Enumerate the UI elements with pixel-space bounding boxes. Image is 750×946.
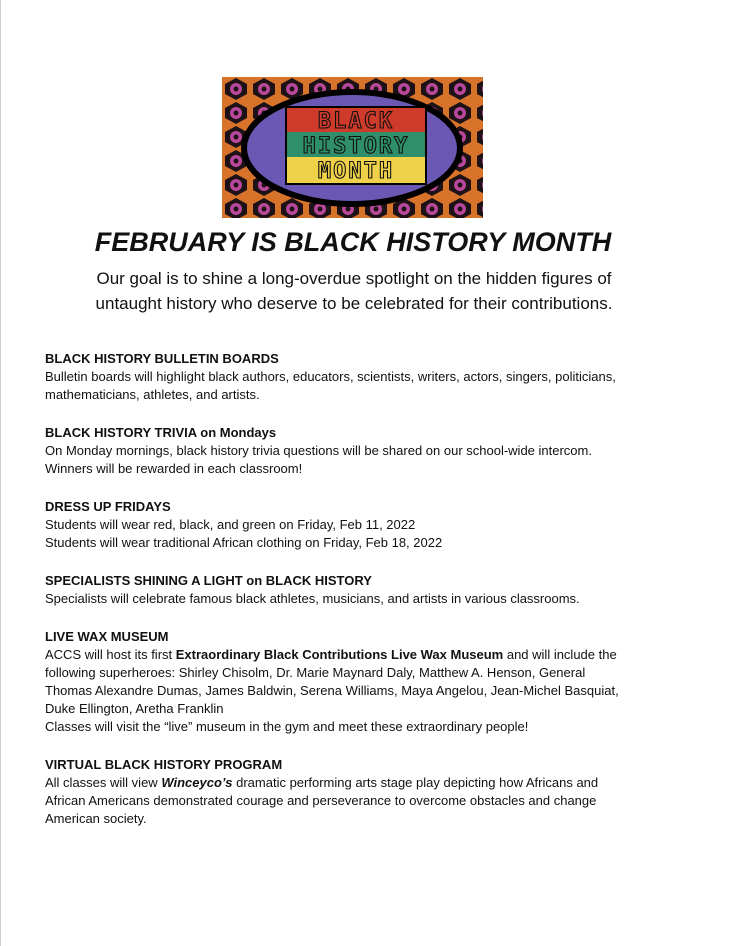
section-line: African Americans demonstrated courage and perseverance to overcome obstacles and change [45,793,597,808]
banner-line-black: BLACK [317,109,395,134]
virtual-intro-text: All classes will view [45,775,162,790]
page-edge-line [0,0,1,946]
section-heading: LIVE WAX MUSEUM [45,629,169,644]
section-line [45,774,705,792]
black-history-month-banner [222,77,483,218]
section-dress-up [45,498,705,552]
section-heading: DRESS UP FRIDAYS [45,499,171,514]
section-wax-museum [45,628,705,736]
section-line: Winners will be rewarded in each classroom! [45,461,303,476]
company-name: Winceyco’s [161,775,233,790]
section-line: mathematicians, athletes, and artists. [45,387,260,402]
section-line: American society. [45,811,147,826]
section-bulletin-boards [45,350,705,404]
intro-line: Our goal is to shine a long-overdue spotlight on the hidden figures of [96,269,612,288]
section-heading: BLACK HISTORY BULLETIN BOARDS [45,351,279,366]
section-virtual-program [45,756,705,828]
section-line: Students will wear traditional African clothing on Friday, Feb 18, 2022 [45,535,443,550]
wax-museum-event-name: Extraordinary Black Contributions Live Wax Museum [175,647,504,662]
banner-line-month: MONTH [317,159,395,184]
banner-line-history: HISTORY [302,134,410,159]
section-line: Duke Ellington, Aretha Franklin [45,701,224,716]
event-sections [45,350,705,848]
section-line: Classes will visit the “live” museum in the gym and meet these extraordinary people! [45,719,529,734]
section-heading: VIRTUAL BLACK HISTORY PROGRAM [45,757,283,772]
section-line: Students will wear red, black, and green on Friday, Feb 11, 2022 [45,517,416,532]
section-trivia [45,424,705,478]
wax-museum-intro-text: ACCS will host its first [45,647,176,662]
page-title: FEBRUARY IS BLACK HISTORY MONTH [94,227,612,257]
section-heading: SPECIALISTS SHINING A LIGHT on BLACK HISTORY [45,573,372,588]
section-line: Bulletin boards will highlight black authors, educators, scientists, writers, actors, singers, politicians, [45,369,616,384]
section-line: Specialists will celebrate famous black athletes, musicians, and artists in various classrooms. [45,591,580,606]
section-line: following superheroes: Shirley Chisolm, Dr. Marie Maynard Daly, Matthew A. Henson, General [45,665,586,680]
section-specialists [45,572,705,608]
wax-museum-intro-end: and will include the [503,647,617,662]
intro-paragraph [52,266,656,316]
intro-line: untaught history who deserve to be celebrated for their contributions. [95,294,613,313]
section-line: On Monday mornings, black history trivia questions will be shared on our school-wide intercom. [45,443,592,458]
section-heading: BLACK HISTORY TRIVIA on Mondays [45,425,277,440]
banner-graphic [222,77,483,218]
section-line: Thomas Alexandre Dumas, James Baldwin, Serena Williams, Maya Angelou, Jean-Michel Basquiat, [45,683,619,698]
virtual-intro-end: dramatic performing arts stage play depicting how Africans and [232,775,599,790]
section-line [45,646,705,664]
